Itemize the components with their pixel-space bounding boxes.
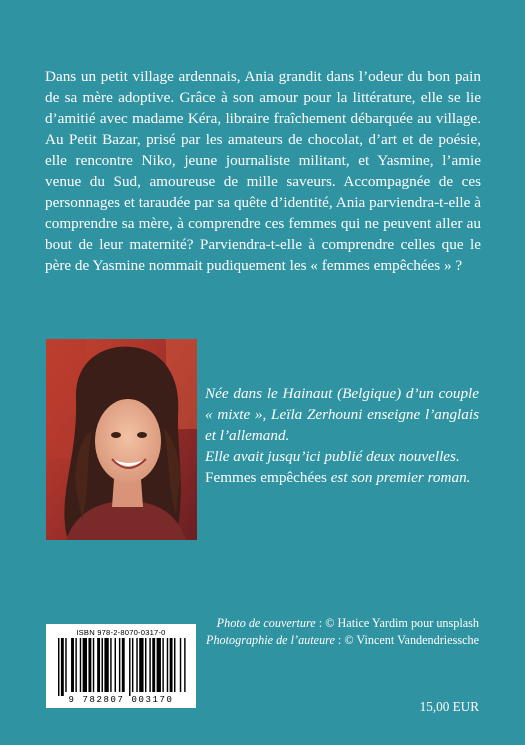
barcode-bar (71, 638, 74, 692)
barcode-bar (61, 638, 64, 696)
barcode-bar (180, 638, 181, 692)
barcode-bar (119, 638, 120, 692)
barcode-bar (129, 638, 130, 696)
barcode-bar (83, 638, 87, 692)
barcode-bar (167, 638, 168, 692)
barcode-bar (122, 638, 125, 692)
barcode-bar (184, 638, 185, 692)
bio-first-novel (205, 467, 479, 488)
cover-credit-value: : © Hatice Yardim pour unsplash (315, 616, 479, 630)
barcode-bar (170, 638, 173, 692)
author-photo (46, 339, 197, 540)
barcode-bar (132, 638, 133, 692)
barcode-bar (162, 638, 163, 692)
bio-first-novel-rest: est son premier roman. (326, 469, 471, 486)
barcode-bar (152, 638, 155, 692)
isbn-number: ISBN 978-2-8070-0317-0 (76, 628, 166, 637)
back-cover-blurb: Dans un petit village ardennais, Ania grandit dans l’odeur du bon pain de sa mère adoptive. Grâce à son amour pour la littérature, elle se lie d’amitié avec madame Kéra, libraire fraîchement débarquée au village. Au Petit Bazar, prisé par les amateurs de chocolat, d’art et de poésie, elle rencontre Niko, jeune journaliste militant, et Yasmine, l’amie venue du Sud, amoureuse de mille saveurs. Accompagnée de ces personnages et taraudée par sa quête d’identité, Ania parviendra-t-elle à comprendre sa mère, à comprendre ces femmes qui ne peuvent aller au bout de leur maternité? Parviendra-t-elle à comprendre celles que le père de Yasmine nommait pudiquement les « femmes empêchées » ? (45, 68, 481, 274)
barcode-bar (174, 638, 175, 692)
barcode-bar (75, 638, 76, 692)
barcode-bar (104, 638, 108, 692)
barcode-bars (46, 638, 196, 696)
isbn-barcode (46, 624, 196, 708)
ean-number: 9 782807 003170 (68, 695, 174, 705)
author-credit-value: : © Vincent Vandendriessche (334, 633, 479, 647)
barcode-bar (80, 638, 81, 692)
cover-photo-credit (149, 615, 479, 632)
author-photo-credit (149, 632, 479, 649)
barcode-bar (145, 638, 146, 692)
barcode-bar (157, 638, 161, 692)
barcode-bar (58, 638, 59, 696)
barcode-bar (102, 638, 103, 692)
barcode-bar (115, 638, 116, 692)
price: 15,00 EUR (419, 699, 479, 714)
barcode-bar (88, 638, 91, 692)
barcode-bar (136, 638, 137, 692)
cover-credit-label: Photo de couverture (216, 616, 316, 630)
book-title: Femmes empêchées (205, 469, 327, 486)
barcode-bar (149, 638, 150, 692)
barcode-bar (97, 638, 100, 692)
photo-credits (149, 615, 479, 649)
author-bio (205, 383, 479, 488)
barcode-bar (65, 638, 66, 692)
barcode-bar (139, 638, 143, 692)
bio-intro: Née dans le Hainaut (Belgique) d’un couple « mixte », Leïla Zerhouni enseigne l’anglais et l’allemand. (205, 385, 479, 444)
author-credit-label: Photographie de l’auteure (206, 633, 335, 647)
bio-previous-works: Elle avait jusqu’ici publié deux nouvelles. (205, 448, 460, 465)
barcode-bar (93, 638, 94, 692)
barcode-bar (110, 638, 111, 692)
